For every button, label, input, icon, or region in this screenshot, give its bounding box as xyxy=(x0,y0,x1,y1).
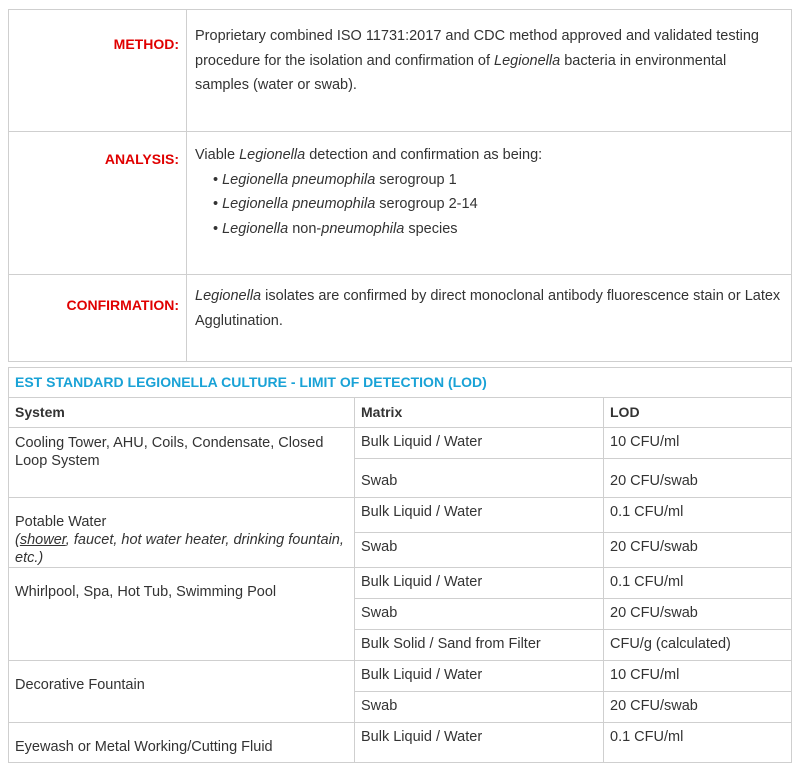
lod-cell: 20 CFU/swab xyxy=(604,599,792,630)
analysis-bullet xyxy=(195,217,781,242)
system-name: Cooling Tower, AHU, Coils, Condensate, Closed Loop System xyxy=(15,435,324,469)
bullet-mid: non- xyxy=(288,220,322,237)
analysis-intro xyxy=(195,143,781,168)
analysis-intro-post: detection and confirmation as being: xyxy=(305,147,543,163)
analysis-intro-pre: Viable xyxy=(195,147,240,163)
analysis-row xyxy=(9,132,792,275)
system-cell xyxy=(9,661,355,723)
lod-cell: 10 CFU/ml xyxy=(604,661,792,692)
bullet-genus: Legionella xyxy=(222,220,289,237)
matrix-cell: Swab xyxy=(355,459,604,498)
lod-table xyxy=(8,367,792,763)
bullet-species: Legionella pneumophila xyxy=(222,171,376,188)
confirmation-row xyxy=(9,275,792,362)
table-row xyxy=(9,723,792,763)
lod-cell: 10 CFU/ml xyxy=(604,428,792,459)
matrix-cell: Bulk Liquid / Water xyxy=(355,568,604,599)
confirmation-rest: isolates are confirmed by direct monoclonal antibody fluorescence stain or Latex Agglutination. xyxy=(195,288,781,329)
analysis-bullet xyxy=(195,168,781,193)
lod-cell: 20 CFU/swab xyxy=(604,692,792,723)
table-row xyxy=(9,661,792,692)
lod-cell: 0.1 CFU/ml xyxy=(604,568,792,599)
system-cell xyxy=(9,568,355,661)
table-row xyxy=(9,498,792,533)
analysis-text xyxy=(187,132,792,275)
confirmation-label: CONFIRMATION: xyxy=(9,275,187,362)
system-cell xyxy=(9,428,355,498)
lod-table-body xyxy=(9,428,792,763)
matrix-cell: Bulk Liquid / Water xyxy=(355,723,604,763)
method-text-start: Proprietary combined ISO 11731:2017 and CDC method approved and validated testing procedure for the isolation and confirmation of xyxy=(195,28,759,69)
confirmation-genus: Legionella xyxy=(195,288,262,304)
table-row xyxy=(9,568,792,599)
lod-cell: 0.1 CFU/ml xyxy=(604,723,792,763)
analysis-intro-genus: Legionella xyxy=(239,147,306,163)
lod-cell: 20 CFU/swab xyxy=(604,459,792,498)
matrix-cell: Bulk Liquid / Water xyxy=(355,661,604,692)
method-table xyxy=(8,9,792,362)
method-label: METHOD: xyxy=(9,10,187,132)
system-name: Eyewash or Metal Working/Cutting Fluid xyxy=(15,739,273,755)
bullet-rest: serogroup 1 xyxy=(375,171,457,188)
system-cell xyxy=(9,723,355,763)
method-row xyxy=(9,10,792,132)
matrix-cell: Swab xyxy=(355,533,604,568)
header-system: System xyxy=(9,398,355,428)
system-cell xyxy=(9,498,355,568)
matrix-cell: Bulk Liquid / Water xyxy=(355,428,604,459)
system-name: Whirlpool, Spa, Hot Tub, Swimming Pool xyxy=(15,584,277,600)
lod-table-title: EST STANDARD LEGIONELLA CULTURE - LIMIT OF DETECTION (LOD) xyxy=(9,368,792,398)
bullet-species: Legionella pneumophila xyxy=(222,196,376,212)
matrix-cell: Swab xyxy=(355,599,604,630)
table-row xyxy=(9,428,792,459)
bullet-rest: species xyxy=(404,220,458,237)
system-name: Potable Water xyxy=(15,514,107,530)
analysis-label: ANALYSIS: xyxy=(9,132,187,275)
lod-cell: CFU/g (calculated) xyxy=(604,630,792,661)
header-matrix: Matrix xyxy=(355,398,604,428)
analysis-bullet xyxy=(195,192,781,217)
system-note xyxy=(15,531,348,567)
matrix-cell: Bulk Liquid / Water xyxy=(355,498,604,533)
header-lod: LOD xyxy=(604,398,792,428)
bullet-species: pneumophila xyxy=(321,220,405,237)
lod-cell: 20 CFU/swab xyxy=(604,533,792,568)
system-name: Decorative Fountain xyxy=(15,677,145,693)
system-note-open: ( xyxy=(15,532,20,548)
lod-header-row xyxy=(9,398,792,428)
bullet-rest: serogroup 2-14 xyxy=(375,196,478,212)
method-text-end: bacteria in environmental samples (water or swab). xyxy=(195,52,727,93)
confirmation-text xyxy=(187,275,792,362)
method-text-genus: Legionella xyxy=(494,52,561,69)
lod-cell: 0.1 CFU/ml xyxy=(604,498,792,533)
shower-link[interactable]: shower xyxy=(19,532,66,548)
matrix-cell: Swab xyxy=(355,692,604,723)
matrix-cell: Bulk Solid / Sand from Filter xyxy=(355,630,604,661)
method-text xyxy=(187,10,792,132)
lod-title-row xyxy=(9,368,792,398)
system-note-rest: , faucet, hot water heater, drinking fountain, etc.) xyxy=(15,532,344,566)
